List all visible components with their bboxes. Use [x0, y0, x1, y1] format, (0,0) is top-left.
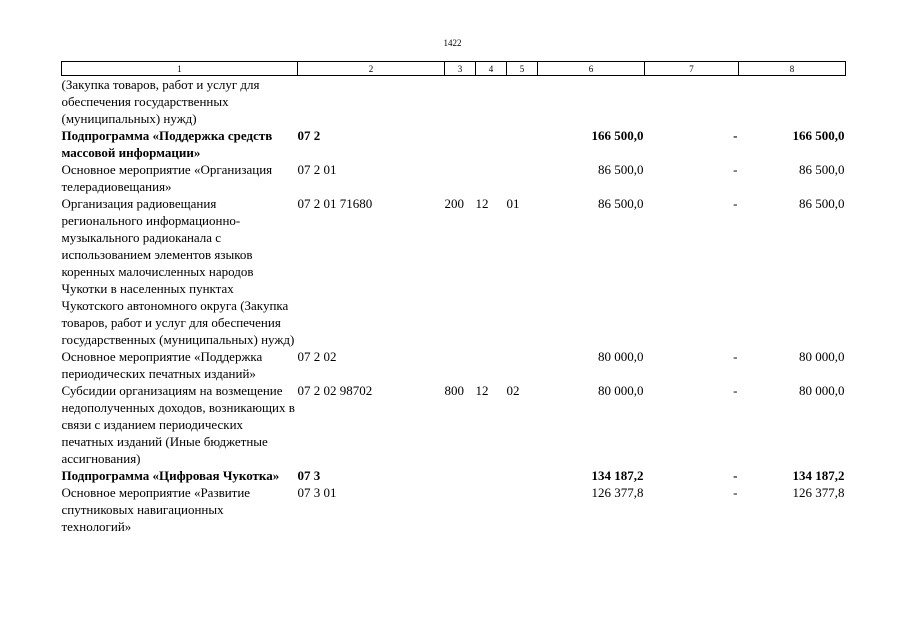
row-col-6: 80 000,0	[598, 349, 644, 364]
row-code	[298, 76, 445, 128]
row-code: 07 3	[297, 468, 321, 483]
table-row	[62, 195, 846, 348]
row-col-7: -	[733, 485, 738, 500]
row-col-6: 166 500,0	[591, 128, 644, 143]
row-col-4	[476, 348, 507, 382]
row-col-7: -	[733, 162, 738, 177]
row-col-4: 12	[475, 196, 489, 211]
row-col-4	[476, 467, 507, 484]
row-col-8: 126 377,8	[792, 485, 845, 500]
row-col-7: -	[733, 468, 738, 483]
row-col-3	[445, 76, 476, 128]
header-col-5: 5	[507, 62, 538, 76]
table-row	[62, 76, 846, 128]
row-col-3	[445, 348, 476, 382]
row-col-7: -	[733, 128, 738, 143]
row-col-3: 200	[444, 196, 464, 211]
header-col-3: 3	[445, 62, 476, 76]
row-col-8	[739, 76, 846, 128]
row-code: 07 2	[297, 128, 321, 143]
row-code: 07 2 01	[297, 162, 337, 177]
row-col-4	[476, 76, 507, 128]
header-row	[62, 62, 846, 76]
row-name: Организация радиовещания регионального информационно-музыкального радиоканала с использованием элементов языков коренных малочисленных народов Чукотки в населенных пунктах Чукотского автономного округа (Закупка товаров, работ и услуг для обеспечения государственных (муниципальных) нужд)	[61, 196, 295, 347]
row-col-8: 80 000,0	[799, 383, 845, 398]
row-code: 07 2 02	[297, 349, 337, 364]
row-col-8: 86 500,0	[799, 196, 845, 211]
row-col-5	[507, 76, 538, 128]
row-name: Подпрограмма «Поддержка средств массовой информации»	[61, 128, 273, 160]
row-col-7: -	[733, 196, 738, 211]
table-row	[62, 484, 846, 535]
table-row	[62, 127, 846, 161]
table-body	[62, 76, 846, 536]
row-col-7: -	[733, 349, 738, 364]
row-col-4	[476, 484, 507, 535]
row-col-6: 126 377,8	[591, 485, 644, 500]
row-code: 07 2 02 98702	[297, 383, 373, 398]
row-name: (Закупка товаров, работ и услуг для обеспечения государственных (муниципальных) нужд)	[61, 77, 260, 126]
table-header	[62, 62, 846, 76]
row-col-6: 134 187,2	[591, 468, 644, 483]
row-col-7: -	[733, 383, 738, 398]
table-row	[62, 161, 846, 195]
row-col-5	[507, 127, 538, 161]
table-row	[62, 348, 846, 382]
header-col-1: 1	[62, 62, 298, 76]
header-col-4: 4	[476, 62, 507, 76]
row-col-8: 166 500,0	[792, 128, 845, 143]
row-name: Субсидии организациям на возмещение недополученных доходов, возникающих в связи с изданием периодических печатных изданий (Иные бюджетные ассигнования)	[61, 383, 295, 466]
row-col-6	[538, 76, 645, 128]
row-name: Основное мероприятие «Развитие спутниковых навигационных технологий»	[61, 485, 251, 534]
row-col-4	[476, 161, 507, 195]
row-col-7	[645, 76, 739, 128]
row-col-3	[445, 467, 476, 484]
row-col-4	[476, 127, 507, 161]
row-col-5	[507, 484, 538, 535]
row-col-5: 02	[506, 383, 520, 398]
row-col-6: 86 500,0	[598, 196, 644, 211]
row-code: 07 2 01 71680	[297, 196, 373, 211]
row-col-6: 80 000,0	[598, 383, 644, 398]
row-name: Основное мероприятие «Поддержка периодических печатных изданий»	[61, 349, 263, 381]
row-col-3	[445, 127, 476, 161]
row-col-4: 12	[475, 383, 489, 398]
row-col-3: 800	[444, 383, 464, 398]
row-col-5	[507, 467, 538, 484]
row-col-5	[507, 161, 538, 195]
row-col-6: 86 500,0	[598, 162, 644, 177]
row-col-5: 01	[506, 196, 520, 211]
row-col-8: 80 000,0	[799, 349, 845, 364]
header-col-6: 6	[538, 62, 645, 76]
header-col-8: 8	[739, 62, 846, 76]
row-col-8: 134 187,2	[792, 468, 845, 483]
row-col-5	[507, 348, 538, 382]
row-col-3	[445, 484, 476, 535]
table-row	[62, 467, 846, 484]
row-name: Основное мероприятие «Организация телерадиовещания»	[61, 162, 273, 194]
header-col-2: 2	[298, 62, 445, 76]
budget-table	[61, 61, 846, 535]
page-number: 1422	[443, 38, 462, 48]
row-name: Подпрограмма «Цифровая Чукотка»	[61, 468, 280, 483]
table-row	[62, 382, 846, 467]
header-col-7: 7	[645, 62, 739, 76]
row-col-8: 86 500,0	[799, 162, 845, 177]
row-code: 07 3 01	[297, 485, 337, 500]
row-col-3	[445, 161, 476, 195]
